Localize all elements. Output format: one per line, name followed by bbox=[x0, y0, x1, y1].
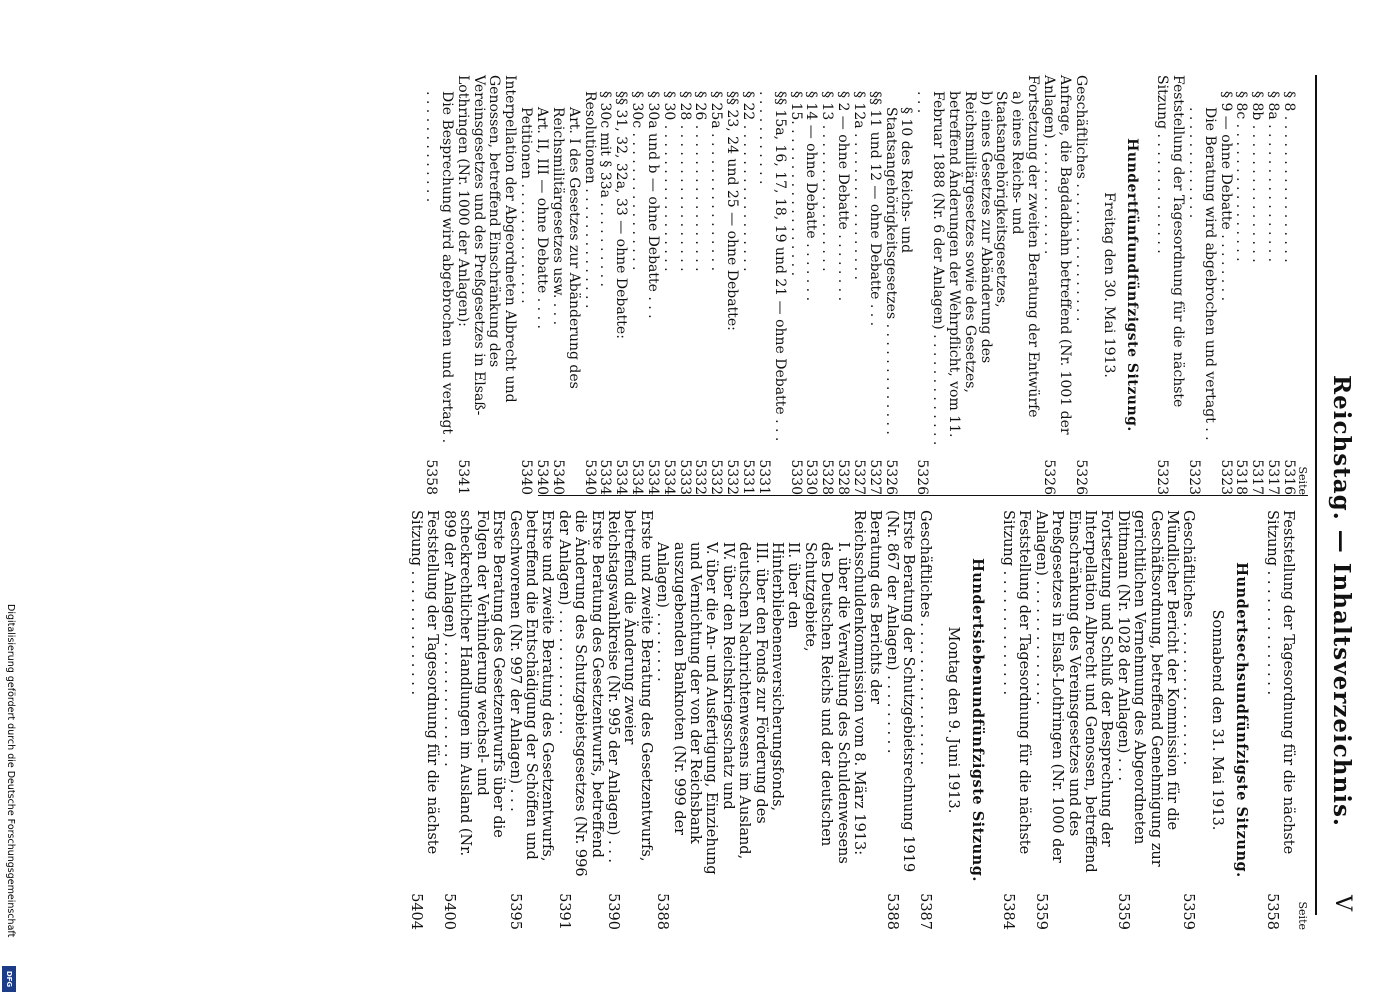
toc-entry-text: § 30c . . . . . . . . . . . . . . . . bbox=[629, 91, 646, 271]
toc-entry bbox=[1217, 75, 1233, 495]
toc-entry bbox=[1032, 510, 1114, 930]
toc-page-number: 5340 bbox=[518, 459, 535, 495]
toc-page-number: 5317 bbox=[1249, 459, 1266, 495]
toc-entry bbox=[692, 75, 708, 495]
toc-entry bbox=[866, 75, 882, 495]
toc-entry bbox=[1233, 75, 1249, 495]
toc-entry bbox=[993, 75, 1025, 495]
toc-page-number: 5318 bbox=[1233, 459, 1250, 495]
toc-page-number: 5332 bbox=[708, 459, 725, 495]
toc-entry-text: II. über den Hinterbliebenenversicherungsfonds, bbox=[769, 542, 802, 812]
toc-entry bbox=[408, 510, 441, 930]
dfg-logo bbox=[2, 966, 16, 992]
toc-page-number: 5332 bbox=[724, 459, 741, 495]
toc-entry bbox=[517, 75, 533, 495]
toc-page-number: 5388 bbox=[883, 893, 900, 930]
toc-page-number: 5317 bbox=[1265, 459, 1282, 495]
toc-entry bbox=[628, 75, 644, 495]
toc-entry-text: § 10 des Reichs- und Staatsangehörigkeitsgesetzes . . . . . . . . . . . . . bbox=[882, 107, 915, 435]
toc-page-number: 5400 bbox=[440, 893, 457, 930]
toc-page-number: 5327 bbox=[850, 459, 867, 495]
toc-entry-text: Feststellung der Tagesordnung für die nächste Sitzung . . . . . . . . . . . . . . bbox=[408, 510, 441, 855]
toc-entry-text: Anfrage, die Bagdadbahn betreffend (Nr. 1001 der Anlagen) . . . . . . . . . . . . . bbox=[1041, 75, 1073, 435]
toc-entry-text: § 8c . . . . . . . . . . . . . . . . bbox=[1233, 91, 1250, 262]
toc-entry-text: § 8a . . . . . . . . . . . . . . . . bbox=[1265, 91, 1282, 263]
toc-page-number: 5359 bbox=[1032, 893, 1049, 930]
toc-page-number: 5334 bbox=[644, 459, 661, 495]
toc-entry bbox=[769, 510, 802, 930]
toc-page-number: 5330 bbox=[787, 459, 804, 495]
toc-page-number: 5331 bbox=[755, 459, 772, 495]
toc-page-number: 5331 bbox=[740, 459, 756, 495]
toc-entry-text: §§ 31, 32, 32a, 33 — ohne Debatte: bbox=[613, 91, 630, 339]
toc-entry-text: Petitionen . . . . . . . . . . . . . . bbox=[518, 107, 535, 304]
toc-entry-text: § 14 — ohne Debatte . . . . . . . bbox=[803, 91, 820, 302]
toc-entry bbox=[739, 75, 755, 495]
toc-page-number: 5390 bbox=[604, 893, 621, 930]
toc-entry-text: § 30 . . . . . . . . . . . . . . . . . bbox=[660, 91, 677, 272]
toc-entry-text: § 30c mit § 33a . . . . . . . . . . bbox=[597, 91, 614, 287]
toc-page-number: 5340 bbox=[549, 459, 566, 495]
toc-entry-text: § 26 . . . . . . . . . . . . . . . . . bbox=[692, 91, 709, 272]
toc-page-number: 5387 bbox=[916, 893, 933, 930]
toc-entry-text: V. über die An- und Ausfertigung, Einziehung und Vernichtung der von der Reichsbank auszugebenden Banknoten (Nr. 999 der Anlagen) . . . . . . . . bbox=[654, 542, 720, 875]
toc-entry-text: Fortsetzung und Schluß der Besprechung der Interpellation Albrecht und Genossen, betreffend Einschränkung des Vereinsgesetzes und des Preßgesetzes in Elsaß-Lothringen (Nr. 1000 der Anlagen) . . . . . . . . . . . . . . bbox=[1032, 510, 1115, 873]
toc-page-number: 5328 bbox=[819, 459, 836, 495]
toc-page-number: 5404 bbox=[408, 893, 425, 930]
toc-entry bbox=[549, 75, 581, 495]
toc-entry bbox=[834, 75, 850, 495]
toc-entry bbox=[736, 510, 769, 930]
toc-entry-text: § 8b . . . . . . . . . . . . . . . . bbox=[1249, 91, 1266, 263]
toc-page-number: 5323 bbox=[1154, 459, 1171, 495]
toc-page-number: 5391 bbox=[555, 893, 572, 930]
toc-page-number: 5326 bbox=[914, 459, 931, 495]
toc-entry-text: Feststellung der Tagesordnung für die nächste Sitzung . . . . . . . . . . . . . . bbox=[1263, 510, 1296, 855]
toc-entry bbox=[883, 510, 916, 930]
toc-page-number: 5341 bbox=[454, 459, 471, 495]
session-heading: Hundertsiebenundfünfzigste Sitzung. bbox=[969, 558, 987, 882]
toc-entry bbox=[612, 75, 628, 495]
toc-entry-text: Erste und zweite Beratung des Gesetzentwurfs, betreffend die Entschädigung der Schöffen und Geschworenen (Nr. 997 der Anlagen) . . . bbox=[506, 510, 556, 862]
toc-page-number: 5327 bbox=[866, 459, 883, 495]
toc-entry-text: b) eines Gesetzes zur Abänderung des Reichsmilitärgesetzes sowie des Gesetzes, betreffend Änderungen der Wehrpflicht, vom 11. Februar 1888 (Nr. 6 der Anlagen) . . . . . . . . . . . . . . . . bbox=[914, 91, 994, 446]
toc-entry bbox=[916, 510, 932, 930]
toc-entry-text: Erste und zweite Beratung des Gesetzentwurfs, betreffend die Änderung zweier Reichstagswahlkreise (Nr. 995 der Anlagen) . . . bbox=[604, 510, 654, 864]
toc-entry-text: § 15. . . . . . . . . . . . . . . . . . bbox=[787, 91, 804, 277]
session-date: Sonnabend den 31. Mai 1913. bbox=[1208, 609, 1225, 831]
toc-entry-text: Die Beratung wird abgebrochen und vertagt . . . . . . . . . . . . . . . bbox=[1185, 107, 1218, 441]
dfg-logo-text: DFG bbox=[5, 970, 13, 988]
toc-page-number: 5334 bbox=[660, 459, 677, 495]
toc-entry-text: a) eines Reichs- und Staatsangehörigkeitsgesetzes, bbox=[993, 91, 1026, 308]
funding-note bbox=[4, 604, 16, 996]
toc-entry bbox=[676, 75, 692, 495]
toc-entry-text: § 28 . . . . . . . . . . . . . . . . . bbox=[676, 91, 693, 272]
funding-note-text: Digitalisierung gefördert durch die Deutsche Forschungsgemeinschaft bbox=[5, 604, 16, 938]
toc-entry-text: Beratung des Berichts der Reichsschuldenkommission vom 8. März 1913: bbox=[851, 510, 884, 856]
toc-entry bbox=[850, 75, 866, 495]
toc-entry-text: Art. II, III — ohne Debatte . . . . bbox=[534, 107, 551, 329]
header-page-numeral: V bbox=[1330, 895, 1355, 911]
toc-entry-text: IV. über den Reichskriegsschatz und bbox=[719, 542, 736, 810]
toc-entry-text: § 22 . . . . . . . . . . . . . . . . . bbox=[740, 91, 756, 272]
toc-entry-text: Mündlicher Bericht der Kommission für die Geschäftsordnung, betreffend Genehmigung zur gerichtlichen Vernehmung des Abgeordneten Dittmann (Nr. 1028 der Anlagen) . . . bbox=[1114, 510, 1180, 867]
toc-page-number: 5330 bbox=[803, 459, 820, 495]
toc-page-number: 5323 bbox=[1185, 459, 1202, 495]
toc-entry-text: Resolutionen . . . . . . . . . . . . . . bbox=[581, 91, 598, 309]
session-date: Montag den 9. Juni 1913. bbox=[945, 626, 962, 814]
toc-entry-text: Feststellung der Tagesordnung für die nächste Sitzung . . . . . . . . . . . . . . bbox=[1154, 75, 1187, 408]
toc-entry bbox=[1040, 75, 1072, 495]
toc-page-number: 5326 bbox=[1041, 459, 1058, 495]
toc-entry-text: Erste Beratung des Gesetzentwurfs über die Folgen der Verhinderung wechsel- und scheckrechtlicher Handlungen im Ausland (Nr. 899 der Anlagen) . . . . . . . . . . . . . . bbox=[440, 510, 507, 857]
toc-page-number: 5388 bbox=[654, 893, 671, 930]
toc-entry-text: §§ 11 und 12 — ohne Debatte . . . bbox=[866, 91, 883, 327]
toc-page-number: 5326 bbox=[882, 459, 899, 495]
toc-entry-text: Interpellation der Abgeordneten Albrecht und Genossen, betreffend Einschränkung des Vereinsgesetzes und des Preßgesetzes in Elsaß-Lothringen (Nr. 1000 der Anlagen): bbox=[454, 75, 519, 416]
toc-entry bbox=[597, 75, 613, 495]
toc-entry bbox=[1153, 75, 1185, 495]
toc-entry bbox=[581, 75, 597, 495]
toc-entry-text: § 8 . . . . . . . . . . . . . . . . . bbox=[1281, 91, 1297, 263]
toc-entry-text: § 25a . . . . . . . . . . . . . . . . bbox=[708, 91, 725, 272]
toc-entry-text: Geschäftliches . . . . . . . . . . . . . . . . bbox=[1072, 75, 1089, 322]
toc-page-number: 5334 bbox=[613, 459, 630, 495]
toc-entry bbox=[1024, 75, 1040, 495]
toc-entry bbox=[1072, 75, 1088, 495]
toc-entry bbox=[1114, 510, 1180, 930]
seite-label: Seite bbox=[1296, 901, 1309, 930]
toc-entry-text: § 13 . . . . . . . . . . . . . . . . . bbox=[819, 91, 836, 272]
toc-entry bbox=[533, 75, 549, 495]
toc-entry bbox=[787, 75, 803, 495]
session-heading: Hundertsechsundfünfzigste Sitzung. bbox=[1233, 562, 1251, 878]
toc-entry bbox=[660, 75, 676, 495]
toc-entry bbox=[1185, 75, 1217, 495]
toc-page-number: 5340 bbox=[534, 459, 551, 495]
toc-entry bbox=[644, 75, 660, 495]
toc-entry bbox=[422, 75, 454, 495]
toc-entry bbox=[605, 510, 654, 930]
column-divider bbox=[538, 495, 1308, 496]
toc-entry bbox=[1000, 510, 1033, 930]
toc-page-number: 5384 bbox=[999, 893, 1016, 930]
toc-entry-text: Art. I des Gesetzes zur Abänderung des Reichsmilitärgesetzes usw. . . . bbox=[549, 107, 582, 389]
toc-entry bbox=[1180, 510, 1196, 930]
toc-page-number: 5395 bbox=[506, 893, 523, 930]
toc-entry bbox=[851, 510, 884, 930]
toc-entry bbox=[654, 510, 720, 930]
toc-page-number: 5332 bbox=[692, 459, 709, 495]
toc-entry-text: Fortsetzung der zweiten Beratung der Entwürfe bbox=[1025, 75, 1042, 418]
toc-entry bbox=[1263, 510, 1296, 930]
toc-entry bbox=[723, 75, 739, 495]
running-header bbox=[1315, 75, 1363, 915]
toc-entry-text: § 9 — ohne Debatte . . . . . . . . bbox=[1217, 91, 1234, 302]
toc-page-number: 5323 bbox=[1217, 459, 1234, 495]
toc-entry-text: §§ 23, 24 und 25 — ohne Debatte: bbox=[724, 91, 741, 331]
toc-page-number: 5326 bbox=[1072, 459, 1089, 495]
right-column bbox=[408, 510, 1308, 930]
toc-page-number: 5340 bbox=[581, 459, 598, 495]
toc-entry bbox=[454, 75, 517, 495]
toc-entry-text: § 12a . . . . . . . . . . . . . . . . . bbox=[850, 91, 867, 280]
toc-entry bbox=[707, 75, 723, 495]
toc-entry-text: §§ 15a, 16, 17, 18, 19 und 21 — ohne Debatte . . . . . . . . . . . . . . bbox=[755, 91, 788, 442]
toc-page-number: 5359 bbox=[1180, 893, 1197, 930]
toc-entry-text: Feststellung der Tagesordnung für die nächste Sitzung . . . . . . . . . . . . . . bbox=[999, 510, 1033, 855]
session-date: Freitag den 30. Mai 1913. bbox=[1100, 192, 1117, 378]
toc-entry bbox=[803, 75, 819, 495]
toc-entry-text: Erste Beratung des Gesetzentwurfs, betreffend die Änderung des Schutzgebietsgesetzes (Nr. 996 der Anlagen) . . . . . . . . . . . . . . bbox=[555, 510, 605, 877]
toc-entry-text: I. über die Verwaltung des Schuldenwesens des Deutschen Reichs und der deutschen Schutzgebiete, bbox=[801, 542, 851, 864]
toc-entry bbox=[1280, 75, 1296, 495]
toc-entry bbox=[719, 510, 735, 930]
toc-entry-text: § 2 — ohne Debatte . . . . . . . . bbox=[835, 91, 852, 302]
toc-page-number: 5358 bbox=[423, 459, 440, 495]
toc-page-number: 5333 bbox=[676, 459, 693, 495]
toc-entry bbox=[755, 75, 787, 495]
header-title: Reichstag. — Inhaltsverzeichnis. bbox=[1328, 375, 1355, 827]
toc-page-number: 5334 bbox=[629, 459, 646, 495]
seite-label: Seite bbox=[1296, 466, 1309, 495]
toc-page-number: 5334 bbox=[597, 459, 614, 495]
left-column bbox=[422, 75, 1308, 495]
toc-entry-text: Geschäftliches . . . . . . . . . . . . . . . . bbox=[1180, 510, 1197, 766]
toc-entry-text: Die Besprechung wird abgebrochen und vertagt . . . . . . . . . . . . . . bbox=[423, 91, 455, 444]
toc-entry bbox=[1248, 75, 1264, 495]
toc-entry bbox=[1264, 75, 1280, 495]
toc-page-number: 5358 bbox=[1263, 893, 1280, 930]
toc-entry bbox=[555, 510, 604, 930]
toc-page-number: 5328 bbox=[835, 459, 852, 495]
toc-entry bbox=[441, 510, 507, 930]
toc-entry bbox=[882, 75, 914, 495]
toc-entry-text: Erste Beratung der Schutzgebietsrechnung 1919 (Nr. 867 der Anlagen) . . . . . . . . . bbox=[883, 510, 917, 873]
toc-entry bbox=[818, 75, 834, 495]
session-heading: Hundertfünfundfünfzigste Sitzung. bbox=[1124, 138, 1141, 432]
toc-entry-text: § 30a und b — ohne Debatte . . . bbox=[644, 91, 661, 319]
toc-entry bbox=[913, 75, 992, 495]
toc-entry bbox=[801, 510, 850, 930]
toc-page-number: 5359 bbox=[1114, 893, 1131, 930]
toc-entry bbox=[506, 510, 555, 930]
toc-page-number: 5316 bbox=[1281, 459, 1297, 495]
toc-entry-text: III. über den Fonds zur Förderung des deutschen Nachrichtenwesens im Ausland, bbox=[736, 542, 769, 860]
toc-entry-text: Geschäftliches . . . . . . . . . . . . . . . . bbox=[916, 510, 933, 766]
